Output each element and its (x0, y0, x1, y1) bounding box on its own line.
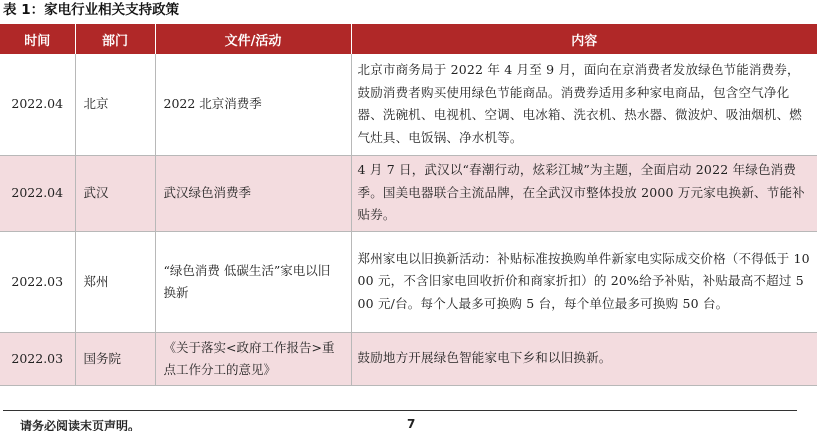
cell-department: 北京 (75, 54, 155, 155)
table-header-row (0, 24, 817, 54)
header-content: 内容 (351, 24, 817, 54)
cell-department: 郑州 (75, 231, 155, 332)
cell-content: 北京市商务局于 2022 年 4 月至 9 月，面向在京消费者发放绿色节能消费券，鼓励消费者购买使用绿色节能商品。消费券适用多种家电商品，包含空气净化器、洗碗机、电视机、空调、电冰箱、洗衣机、热水器、微波炉、吸油烟机、燃气灶具、电饭锅、净水机等。 (351, 54, 817, 155)
footer-divider (3, 410, 797, 411)
disclaimer-note: 请务必阅读末页声明。 (20, 419, 141, 431)
cell-document: 《关于落实<政府工作报告>重点工作分工的意见》 (155, 332, 351, 385)
table-row (0, 155, 817, 231)
cell-content: 鼓励地方开展绿色智能家电下乡和以旧换新。 (351, 332, 817, 385)
header-document: 文件/活动 (155, 24, 351, 54)
cell-date: 2022.03 (0, 231, 75, 332)
table-row (0, 231, 817, 332)
page-number: 7 (407, 417, 416, 431)
policy-table (0, 24, 817, 386)
cell-document: 2022 北京消费季 (155, 54, 351, 155)
cell-date: 2022.03 (0, 332, 75, 385)
cell-date: 2022.04 (0, 54, 75, 155)
cell-department: 国务院 (75, 332, 155, 385)
table-row (0, 54, 817, 155)
table-caption: 表 1：家电行业相关支持政策 (3, 2, 180, 18)
table-row (0, 332, 817, 385)
cell-document: “绿色消费 低碳生活”家电以旧换新 (155, 231, 351, 332)
header-department: 部门 (75, 24, 155, 54)
cell-content: 郑州家电以旧换新活动：补贴标准按换购单件新家电实际成交价格（不得低于 1000 元，不含旧家电回收折价和商家折扣）的 20%给予补贴，补贴最高不超过 500 元/台。每个人最多可换购 5 台，每个单位最多可换购 50 台。 (351, 231, 817, 332)
cell-date: 2022.04 (0, 155, 75, 231)
cell-department: 武汉 (75, 155, 155, 231)
cell-document: 武汉绿色消费季 (155, 155, 351, 231)
header-date: 时间 (0, 24, 75, 54)
cell-content: 4 月 7 日，武汉以“春潮行动，炫彩江城”为主题，全面启动 2022 年绿色消费季。国美电器联合主流品牌，在全武汉市整体投放 2000 万元家电换新、节能补贴券。 (351, 155, 817, 231)
